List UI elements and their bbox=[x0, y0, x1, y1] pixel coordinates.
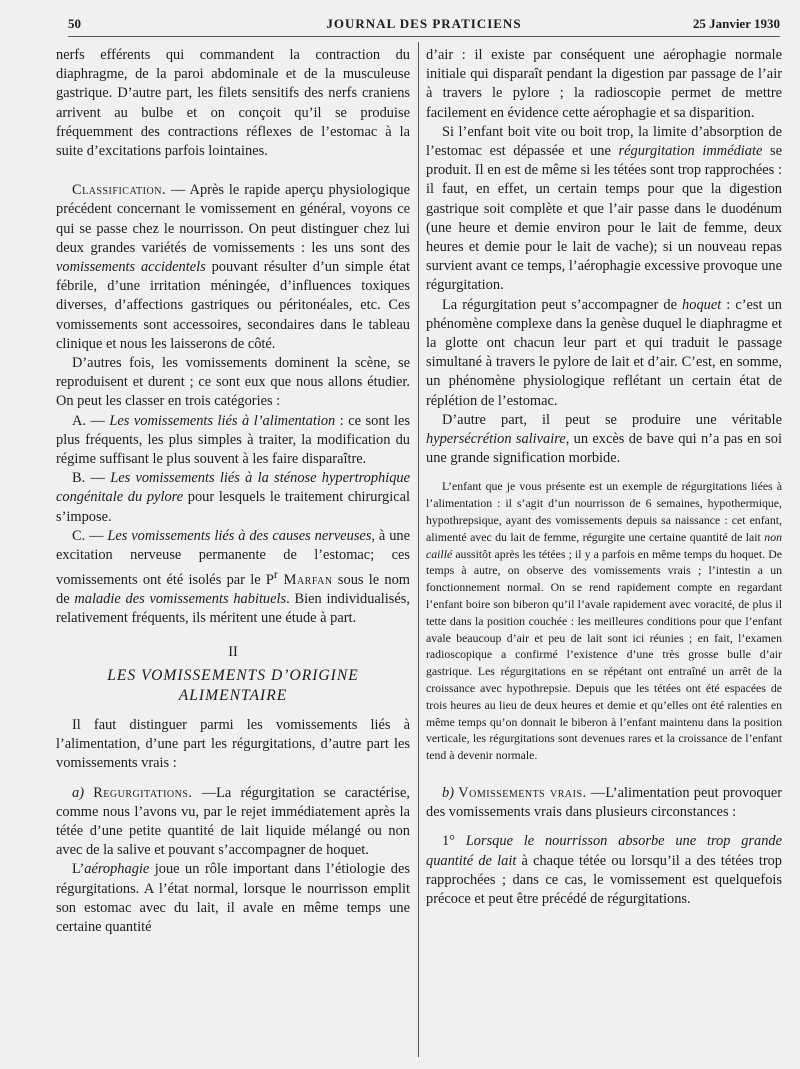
run-heading: Regurgitations. bbox=[93, 784, 193, 801]
paragraph: Si l’enfant boit vite ou boit trop, la limite d’absorption de l’estomac est dépassée et une régurgitation immédiate se produit. Il en est de même si les tétées sont trop rapprochées : il faut, en effet, un certain temps pour que la digestion gastrique soit complète et que l’air passe dans le duodénum (une heure et demie environ pour le lait de femme, deux heures et demie pour le lait de vache); si un nouveau repas survient avant ce temps, l’aérophagie excessive provoque une régurgitation. bbox=[426, 123, 782, 294]
left-column bbox=[56, 46, 410, 1061]
page-header bbox=[68, 10, 780, 37]
paragraph-regurgitations: a) Regurgitations. —La régurgitation se caractérise, comme nous l’avons vu, par le rejet immédiatement après la tétée d’une petite quantité de lait liquide mélangé ou non avec de la salive et pouvant s’accompagner de hoquet. bbox=[56, 784, 410, 859]
paragraph: Il faut distinguer parmi les vomissements liés à l’alimentation, d’une part les régurgitations, d’autre part les vomissements vrais : bbox=[56, 716, 410, 772]
category-b: B. — Les vomissements liés à la sténose hypertrophique congénitale du pylore pour lesquels le traitement chirurgical s’impose. bbox=[56, 470, 410, 525]
paragraph: D’autre part, il peut se produire une véritable hypersécrétion salivaire, un excès de bave qui n’a pas en soi une grande signification morbide. bbox=[426, 411, 782, 467]
category-a: A. — Les vomissements liés à l’alimentation : ce sont les plus fréquents, les plus simples à traiter, la modification du régime suffisant le plus souvent à les faire disparaître. bbox=[56, 412, 410, 468]
issue-date: 25 Janvier 1930 bbox=[692, 16, 780, 31]
paragraph-vomissements-vrais: b) Vomissements vrais. —L’alimentation peut provoquer des vomissements vrais dans plusieurs circonstances : bbox=[426, 785, 782, 821]
paragraph: nerfs efférents qui commandent la contraction du diaphragme, de la paroi abdominale et de la musculeuse gastrique. D’autre part, les filets sensitifs des nerfs craniens arrivent au bulbe et on conçoit qu’il se produise fréquemment des contractions réflexes de l’estomac à la suite d’excitations parfois lointaines. bbox=[56, 47, 410, 160]
paragraph-hoquet: La régurgitation peut s’accompagner de hoquet : c’est un phénomène complexe dans la genèse duquel le diaphragme et la glotte ont chacun leur part et qui traduit le passage simultané à travers le pylore de lait et d’air. C’est, en somme, un phénomène physiologique reflétant un certain état de réplétion de l’estomac. bbox=[426, 296, 782, 409]
paragraph: d’air : il existe par conséquent une aérophagie normale initiale qui disparaît pendant la digestion par passage de l’air à travers le pylore ; la radioscopie permet de mettre facilement en évidence cette aérophagie et sa disparition. bbox=[426, 47, 782, 121]
case-report: L’enfant que je vous présente est un exemple de régurgitations liées à l’alimentation : il s’agit d’un nourrisson de 6 semaines, hypothermique, hypothrepsique, ayant des vomissements depuis sa naissance : cet enfant, alimenté avec du lait de femme, régurgite une certaine quantité de lait non caillé aussitôt après les tétées ; il y a parfois en même temps du hoquet. De temps à autre, on observe des vomissements vrais ; l’intestin a un fonctionnement normal. On se rend rapidement compte en regardant l’enfant boire son biberon qu’il l’avale rapidement avec voracité, de plus il tette dans la position couchée : les meilleures conditions pour que l’enfant avale beaucoup d’air et peu de lait sont ici réunies ; en fait, l’examen radioscopique a confirmé l’existence d’une très grosse bulle d’air gastrique. Les régurgitations en se répétant ont entraîné un arrêt de la croissance avec hypothrepsie. Depuis que les tétées ont été espacées de trois heures au lieu de deux heures et demie et qu’elles ont été ralenties en même temps qu’on donnait le biberon à l’enfant maintenu dans la position verticale, les régurgitations sont devenues rares et la croissance de l’enfant tend à devenir normale. bbox=[426, 479, 782, 763]
page-number: 50 bbox=[68, 16, 81, 31]
right-column bbox=[426, 46, 782, 1061]
paragraph: D’autres fois, les vomissements dominent la scène, se reproduisent et durent ; ce sont eux que nous allons étudier. On peut les classer en trois catégories : bbox=[56, 355, 410, 410]
paragraph-aerophagie: L’aérophagie joue un rôle important dans l’étiologie des régurgitations. A l’état normal, lorsque le nourrisson emplit son estomac avec du lait, il avale en même temps une certaine quantité bbox=[56, 861, 410, 935]
run-heading: Vomissements vrais. bbox=[458, 785, 587, 802]
paragraph-point-1: 1° Lorsque le nourrisson absorbe une trop grande quantité de lait à chaque tétée ou lorsqu’il a des tétées trop rapprochées ; dans ce cas, le vomissement est quelquefois précoce et peut être précédé de régurgitations. bbox=[426, 833, 782, 908]
journal-title: JOURNAL DES PRATICIENS bbox=[326, 16, 522, 31]
section-number: II bbox=[228, 643, 238, 660]
category-c: C. — Les vomissements liés à des causes nerveuses, à une excitation nerveuse permanente de l’estomac; ces vomissements ont été isolés par le $P^r$ Marfan sous le nom de maladie des vomissements habituels. Bien individualisés, relativement fréquents, ils méritent une étude à part. bbox=[56, 527, 410, 627]
section-title: LES VOMISSEMENTS D’ORIGINE ALIMENTAIRE bbox=[107, 666, 359, 704]
column-divider bbox=[418, 42, 419, 1057]
run-heading: Classification. bbox=[72, 182, 167, 199]
paragraph-classification: Classification. — Après le rapide aperçu physiologique précédent concernant le vomissement en général, voyons ce qui se passe chez le nourrisson. On peut distinguer chez lui deux grandes variétés de vomissements : les uns sont des vomissements accidentels pouvant résulter d’un simple état fébrile, d’une irritation méningée, d’influences toxiques diverses, d’affections gastriques ou péritonéales, etc. Ces vomissements sont accessoires, secondaires dans le tableau clinique et nous les laisserons de côté. bbox=[56, 182, 410, 352]
